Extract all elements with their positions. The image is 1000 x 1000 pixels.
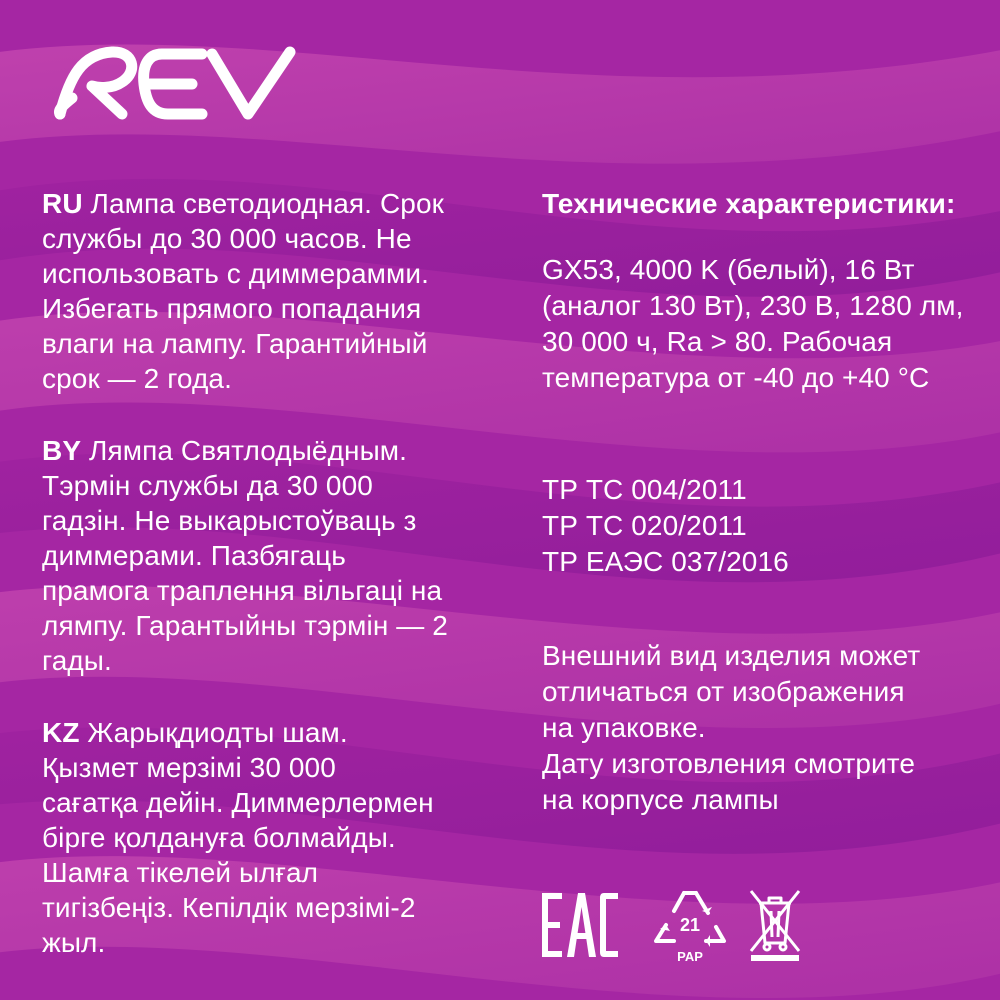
tr-codes: ТР ТС 004/2011 ТР ТС 020/2011 ТР ЕАЭС 037/2016 bbox=[542, 474, 789, 577]
by-tag: BY bbox=[42, 435, 82, 466]
ru-text: Лампа светодиодная. Срок службы до 30 000 часов. Не использовать с диммерамми. Избегать прямого попадания влаги на лампу. Гарантийный срок — 2 года. bbox=[42, 188, 444, 394]
kz-paragraph bbox=[42, 715, 492, 960]
ru-paragraph bbox=[42, 186, 492, 396]
by-text: Лямпа Святлодыёдным. Тэрмін службы да 30 000 гадзін. Не выкарыстоўваць з диммерами. Пазбягаць прамога траплення вільгаці на лямпу. Гарантыйны тэрмін — 2 гады. bbox=[42, 435, 448, 676]
kz-tag: KZ bbox=[42, 717, 80, 748]
crossed-bin-icon bbox=[745, 885, 805, 965]
recycle-icon bbox=[650, 885, 730, 965]
specs-heading: Технические характеристики: bbox=[542, 188, 956, 219]
recycle-code: 21 bbox=[679, 915, 701, 935]
certification-icons bbox=[540, 885, 810, 965]
left-column bbox=[42, 186, 492, 997]
specs-text: GX53, 4000 K (белый), 16 Вт (аналог 130 Вт), 230 В, 1280 лм, 30 000 ч, Ra > 80. Рабочая температура от -40 до +40 °С bbox=[542, 254, 964, 393]
appearance-note: Внешний вид изделия может отличаться от изображения на упаковке. Дату изготовления смотрите на корпусе лампы bbox=[542, 640, 921, 815]
right-column bbox=[542, 186, 982, 818]
rev-logo bbox=[52, 36, 302, 126]
recycle-label: PAP bbox=[677, 949, 703, 964]
kz-text: Жарықдиодты шам. Қызмет мерзімі 30 000 сағатқа дейін. Диммерлермен бірге қолдануға болмайды. Шамға тікелей ылғал тигізбеңіз. Кепілдік мерзімі-2 жыл. bbox=[42, 717, 434, 958]
ru-tag: RU bbox=[42, 188, 83, 219]
by-paragraph bbox=[42, 433, 492, 678]
eac-mark-icon bbox=[540, 885, 620, 965]
